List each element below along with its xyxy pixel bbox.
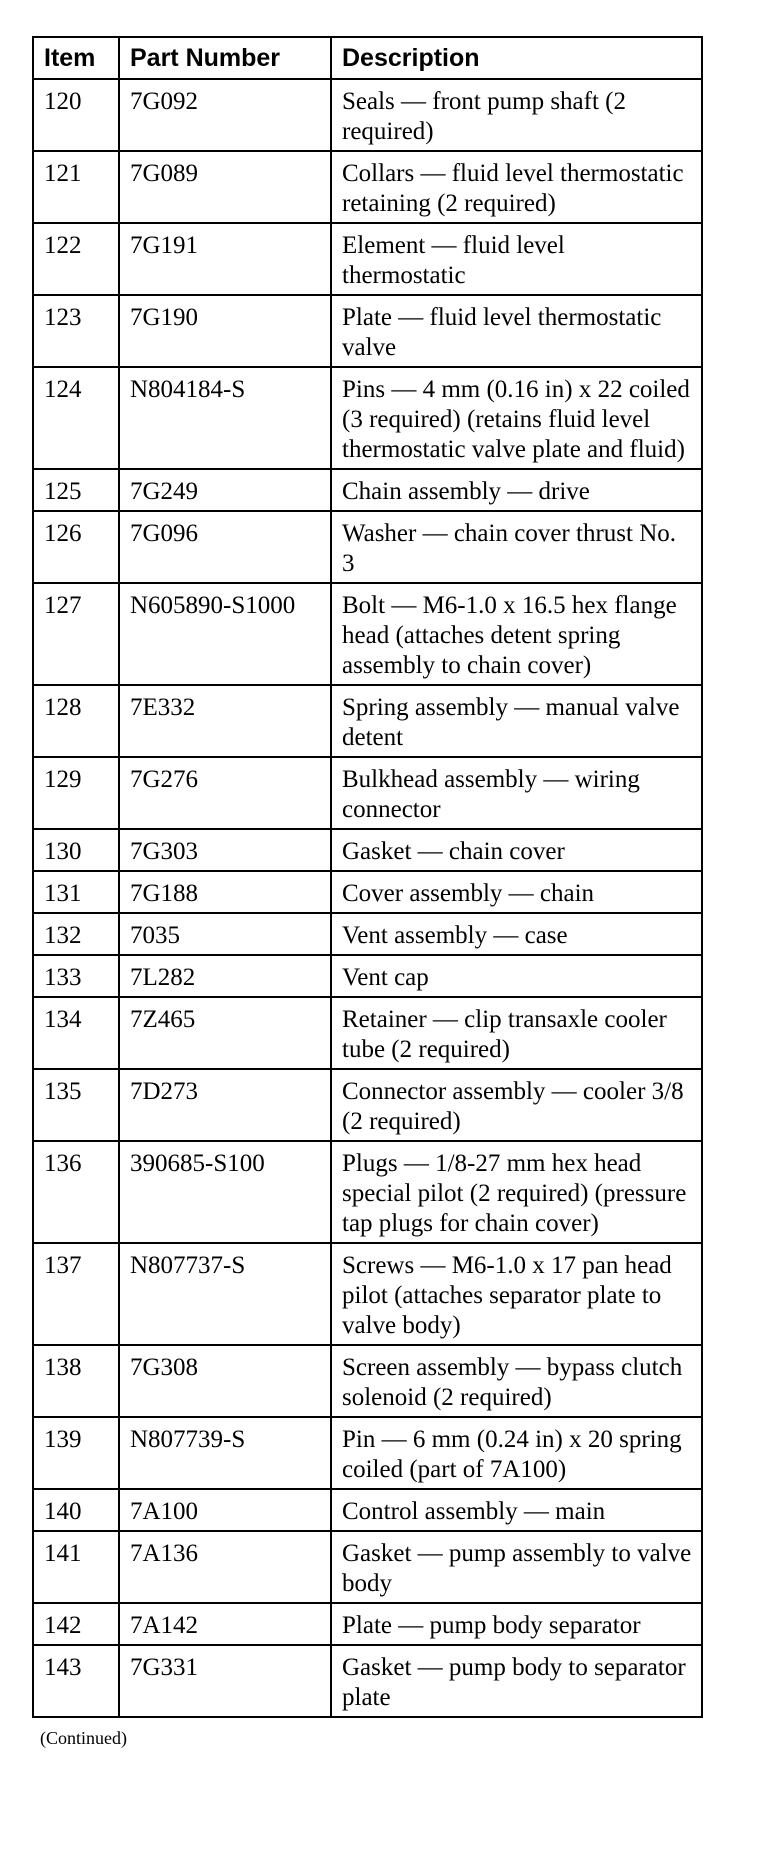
description-cell: Pins — 4 mm (0.16 in) x 22 coiled (3 required) (retains fluid level thermostatic valve plate and fluid): [331, 367, 702, 469]
part-number-cell: N605890-S1000: [119, 583, 331, 685]
description-cell: Screen assembly — bypass clutch solenoid (2 required): [331, 1345, 702, 1417]
description-cell: Connector assembly — cooler 3/8 (2 required): [331, 1069, 702, 1141]
item-cell: 138: [33, 1345, 119, 1417]
description-cell: Control assembly — main: [331, 1489, 702, 1531]
table-row: [33, 1141, 702, 1243]
item-cell: 143: [33, 1645, 119, 1717]
parts-table: [32, 36, 703, 1718]
description-cell: Cover assembly — chain: [331, 871, 702, 913]
description-cell: Gasket — chain cover: [331, 829, 702, 871]
part-number-cell: 7G276: [119, 757, 331, 829]
part-number-cell: 7G190: [119, 295, 331, 367]
item-cell: 140: [33, 1489, 119, 1531]
table-row: [33, 913, 702, 955]
part-number-cell: 7G331: [119, 1645, 331, 1717]
item-cell: 141: [33, 1531, 119, 1603]
part-number-cell: 390685-S100: [119, 1141, 331, 1243]
item-cell: 122: [33, 223, 119, 295]
part-number-cell: 7A100: [119, 1489, 331, 1531]
part-number-cell: 7G249: [119, 469, 331, 511]
item-cell: 132: [33, 913, 119, 955]
table-row: [33, 1603, 702, 1645]
part-number-cell: N807737-S: [119, 1243, 331, 1345]
description-cell: Gasket — pump assembly to valve body: [331, 1531, 702, 1603]
table-row: [33, 955, 702, 997]
table-row: [33, 757, 702, 829]
header-item: Item: [33, 37, 119, 79]
description-cell: Plate — fluid level thermostatic valve: [331, 295, 702, 367]
description-cell: Screws — M6-1.0 x 17 pan head pilot (attaches separator plate to valve body): [331, 1243, 702, 1345]
table-row: [33, 1243, 702, 1345]
description-cell: Pin — 6 mm (0.24 in) x 20 spring coiled (part of 7A100): [331, 1417, 702, 1489]
header-description: Description: [331, 37, 702, 79]
description-cell: Washer — chain cover thrust No. 3: [331, 511, 702, 583]
part-number-cell: N807739-S: [119, 1417, 331, 1489]
part-number-cell: 7A142: [119, 1603, 331, 1645]
part-number-cell: 7Z465: [119, 997, 331, 1069]
item-cell: 128: [33, 685, 119, 757]
item-cell: 129: [33, 757, 119, 829]
part-number-cell: 7G308: [119, 1345, 331, 1417]
description-cell: Chain assembly — drive: [331, 469, 702, 511]
table-row: [33, 1345, 702, 1417]
item-cell: 139: [33, 1417, 119, 1489]
table-row: [33, 1069, 702, 1141]
part-number-cell: 7G191: [119, 223, 331, 295]
part-number-cell: 7D273: [119, 1069, 331, 1141]
table-row: [33, 511, 702, 583]
description-cell: Bolt — M6-1.0 x 16.5 hex flange head (attaches detent spring assembly to chain cover): [331, 583, 702, 685]
table-row: [33, 295, 702, 367]
description-cell: Retainer — clip transaxle cooler tube (2 required): [331, 997, 702, 1069]
table-row: [33, 829, 702, 871]
table-row: [33, 223, 702, 295]
item-cell: 124: [33, 367, 119, 469]
table-row: [33, 1645, 702, 1717]
item-cell: 134: [33, 997, 119, 1069]
table-body: [33, 79, 702, 1717]
part-number-cell: 7035: [119, 913, 331, 955]
item-cell: 135: [33, 1069, 119, 1141]
parts-page: [32, 36, 701, 1749]
table-row: [33, 151, 702, 223]
table-row: [33, 583, 702, 685]
description-cell: Gasket — pump body to separator plate: [331, 1645, 702, 1717]
item-cell: 136: [33, 1141, 119, 1243]
description-cell: Spring assembly — manual valve detent: [331, 685, 702, 757]
table-row: [33, 469, 702, 511]
description-cell: Bulkhead assembly — wiring connector: [331, 757, 702, 829]
description-cell: Plate — pump body separator: [331, 1603, 702, 1645]
continued-note: (Continued): [40, 1728, 127, 1748]
item-cell: 125: [33, 469, 119, 511]
table-row: [33, 1531, 702, 1603]
part-number-cell: 7L282: [119, 955, 331, 997]
item-cell: 130: [33, 829, 119, 871]
item-cell: 133: [33, 955, 119, 997]
item-cell: 126: [33, 511, 119, 583]
description-cell: Collars — fluid level thermostatic retaining (2 required): [331, 151, 702, 223]
item-cell: 142: [33, 1603, 119, 1645]
item-cell: 137: [33, 1243, 119, 1345]
part-number-cell: 7G188: [119, 871, 331, 913]
description-cell: Vent cap: [331, 955, 702, 997]
item-cell: 131: [33, 871, 119, 913]
description-cell: Vent assembly — case: [331, 913, 702, 955]
table-row: [33, 1417, 702, 1489]
table-row: [33, 871, 702, 913]
description-cell: Seals — front pump shaft (2 required): [331, 79, 702, 151]
table-row: [33, 367, 702, 469]
part-number-cell: 7G089: [119, 151, 331, 223]
table-row: [33, 79, 702, 151]
part-number-cell: N804184-S: [119, 367, 331, 469]
item-cell: 123: [33, 295, 119, 367]
part-number-cell: 7G096: [119, 511, 331, 583]
item-cell: 121: [33, 151, 119, 223]
table-row: [33, 1489, 702, 1531]
header-row: [33, 37, 702, 79]
part-number-cell: 7A136: [119, 1531, 331, 1603]
part-number-cell: 7G092: [119, 79, 331, 151]
part-number-cell: 7E332: [119, 685, 331, 757]
header-part-number: Part Number: [119, 37, 331, 79]
description-cell: Element — fluid level thermostatic: [331, 223, 702, 295]
item-cell: 127: [33, 583, 119, 685]
table-row: [33, 685, 702, 757]
item-cell: 120: [33, 79, 119, 151]
description-cell: Plugs — 1/8-27 mm hex head special pilot (2 required) (pressure tap plugs for chain cover): [331, 1141, 702, 1243]
part-number-cell: 7G303: [119, 829, 331, 871]
table-row: [33, 997, 702, 1069]
